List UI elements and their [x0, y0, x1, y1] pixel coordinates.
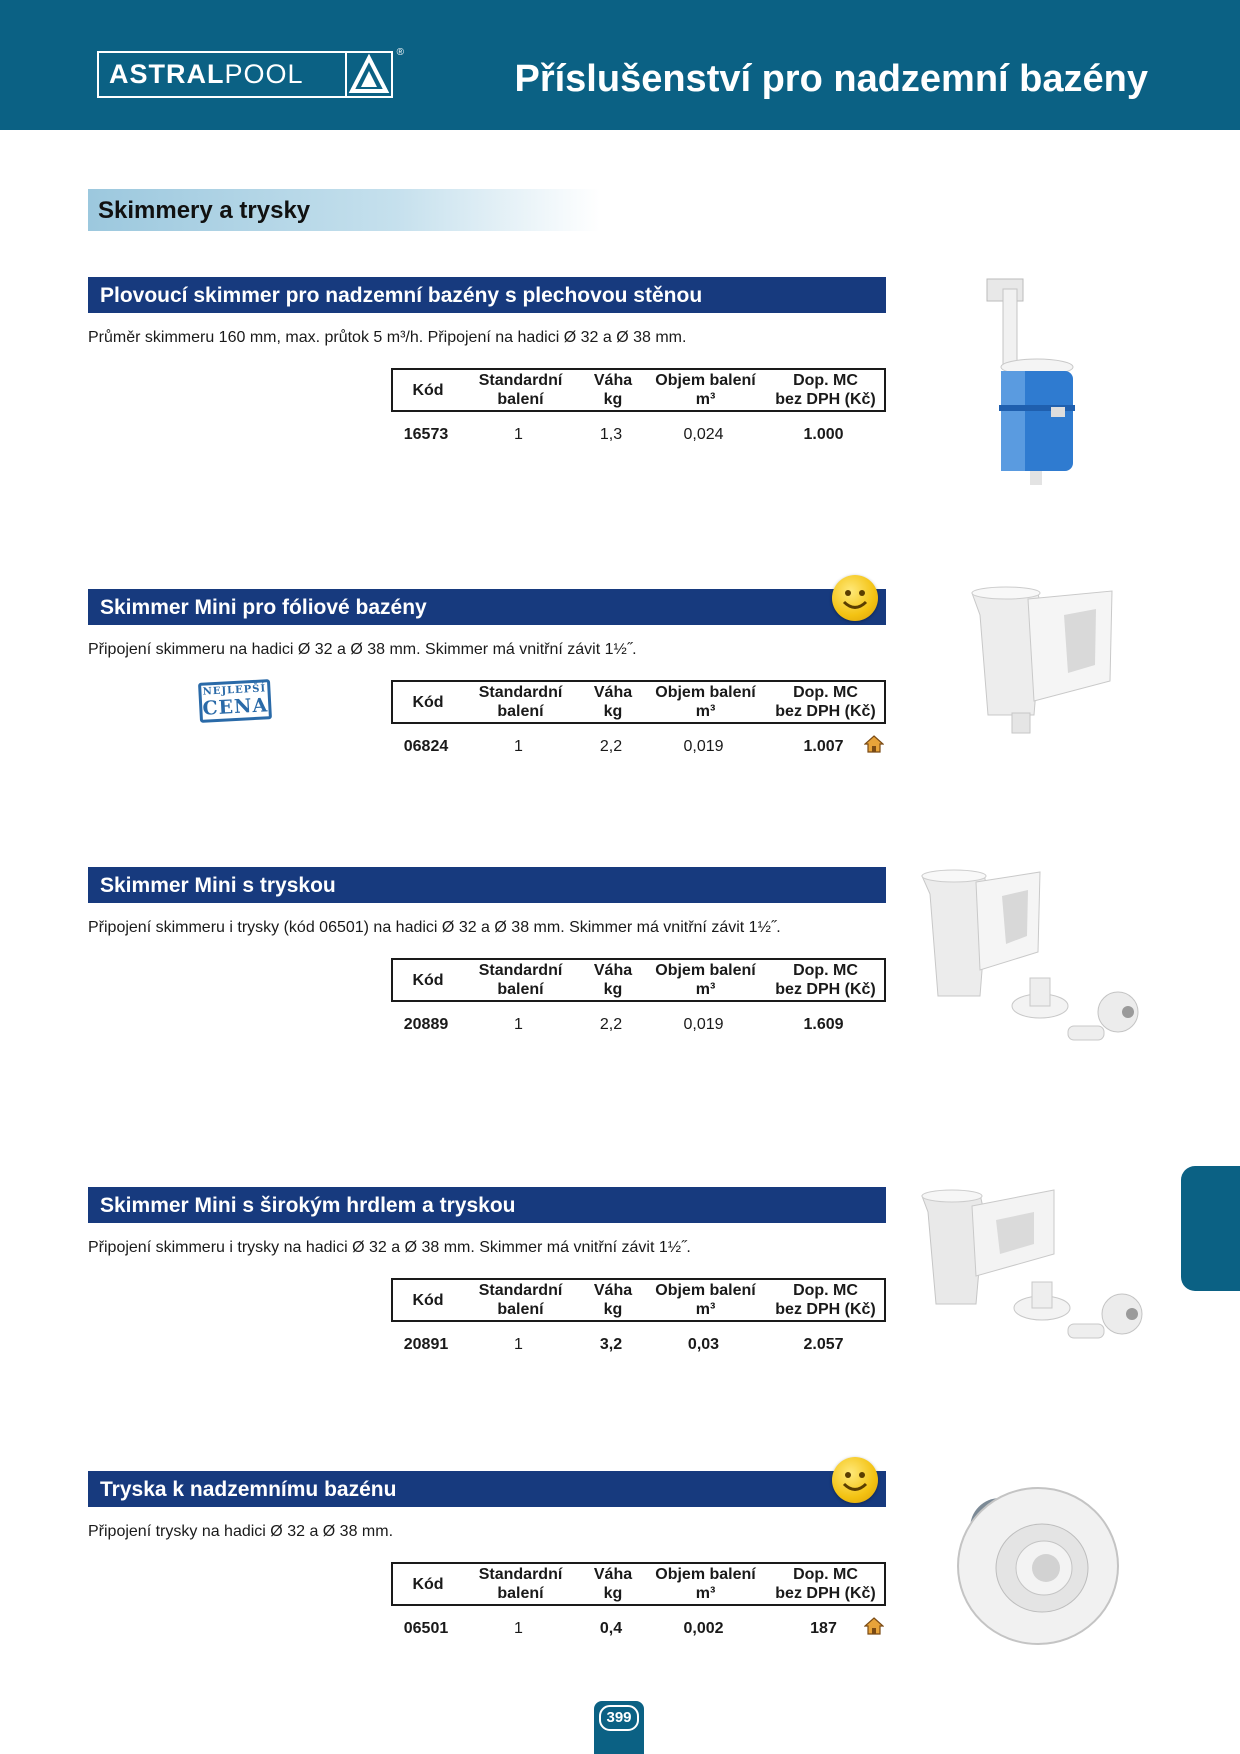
header-pack-line2: balení: [497, 981, 544, 998]
cell-code: 06824: [403, 738, 449, 755]
spec-table: [391, 368, 886, 452]
header-code-label: Kód: [412, 381, 444, 399]
header-pack-line1: Standardní: [478, 1566, 563, 1583]
header-weight-line2: kg: [603, 703, 623, 720]
header-pack-line2: balení: [497, 703, 544, 720]
header-pack: [463, 370, 578, 410]
cell-pack: 1: [514, 1016, 523, 1033]
spec-table-header: [391, 958, 886, 1002]
header-price: [763, 682, 888, 722]
cell-price: 187: [810, 1620, 837, 1637]
product-description: Připojení trysky na hadici Ø 32 a Ø 38 mm.: [88, 1523, 394, 1540]
page-title: Příslušenství pro nadzemní bazény: [514, 58, 1148, 100]
header-volume: [648, 370, 763, 410]
spec-table: [391, 1562, 886, 1646]
cell-volume: 0,002: [683, 1620, 724, 1637]
header-code-label: Kód: [412, 971, 444, 989]
cell-volume: 0,03: [687, 1336, 720, 1353]
header-volume-line1: Objem balení: [655, 962, 756, 979]
product-description: Připojení skimmeru i trysky (kód 06501) na hadici Ø 32 a Ø 38 mm. Skimmer má vnitřní závit 1½˝.: [88, 919, 781, 936]
header-code-label: Kód: [412, 693, 444, 711]
header-weight: [578, 682, 648, 722]
logo-text-bold: ASTRAL: [109, 59, 225, 89]
header-price-line1: Dop. MC: [793, 962, 858, 979]
header-weight: [578, 1564, 648, 1604]
cell-volume: 0,019: [683, 738, 724, 755]
header-pack: [463, 1564, 578, 1604]
header-code: [393, 960, 463, 1000]
header-price-line1: Dop. MC: [793, 684, 858, 701]
cell-weight: 0,4: [599, 1620, 623, 1637]
astralpool-logo: [97, 47, 404, 98]
section-heading: [88, 189, 600, 231]
return-nozzle-image: [940, 1468, 1122, 1650]
cell-pack: 1: [514, 738, 523, 755]
header-weight-line2: kg: [603, 391, 623, 408]
header-volume-line2: m³: [695, 981, 716, 998]
header-weight: [578, 370, 648, 410]
table-row: [391, 1008, 886, 1042]
table-row: [391, 730, 886, 764]
header-price-line2: bez DPH (Kč): [775, 981, 876, 998]
header-pack-line2: balení: [497, 391, 544, 408]
header-volume-line1: Objem balení: [655, 684, 756, 701]
badge-line2: CENA: [201, 694, 269, 720]
skimmer-mini-image: [968, 585, 1118, 750]
skimmer-mini-nozzle-image: [918, 866, 1148, 1056]
table-row: [391, 1612, 886, 1646]
product-title: Tryska k nadzemnímu bazénu: [100, 1478, 397, 1501]
header-weight-line1: Váha: [593, 684, 633, 701]
header-code: [393, 1280, 463, 1320]
spec-table-header: [391, 680, 886, 724]
header-code-label: Kód: [412, 1291, 444, 1309]
page-number: 399: [599, 1705, 639, 1731]
header-weight-line2: kg: [603, 981, 623, 998]
cell-weight: 3,2: [599, 1336, 623, 1353]
header-volume: [648, 960, 763, 1000]
cell-code: 06501: [403, 1620, 449, 1637]
header-pack-line2: balení: [497, 1585, 544, 1602]
cell-pack: 1: [514, 1336, 523, 1353]
header-volume: [648, 682, 763, 722]
logo-triangle-icon: [345, 47, 404, 96]
header-pack-line1: Standardní: [478, 684, 563, 701]
spec-table-header: [391, 1278, 886, 1322]
smiley-icon: [832, 575, 878, 621]
badge-line1: NEJLEPŠÍ: [202, 683, 267, 698]
spec-table: [391, 680, 886, 764]
cell-pack: 1: [514, 426, 523, 443]
header-volume-line2: m³: [695, 1585, 716, 1602]
logo-wordmark: [99, 59, 304, 90]
product-title-bar: [88, 589, 886, 625]
floating-skimmer-image: [975, 275, 1085, 490]
header-code: [393, 682, 463, 722]
cell-code: 20889: [403, 1016, 449, 1033]
header-volume: [648, 1564, 763, 1604]
header-code: [393, 1564, 463, 1604]
header-weight-line2: kg: [603, 1585, 623, 1602]
header-pack-line1: Standardní: [478, 962, 563, 979]
header-pack: [463, 960, 578, 1000]
house-icon: [864, 1616, 884, 1636]
product-description: Průměr skimmeru 160 mm, max. průtok 5 m³/h. Připojení na hadici Ø 32 a Ø 38 mm.: [88, 329, 687, 346]
product-title: Skimmer Mini s širokým hrdlem a tryskou: [100, 1194, 516, 1217]
header-pack: [463, 1280, 578, 1320]
cell-price: 1.000: [803, 426, 844, 443]
product-title-bar: [88, 1187, 886, 1223]
header-price-line2: bez DPH (Kč): [775, 1301, 876, 1318]
cell-volume: 0,024: [683, 426, 724, 443]
header-price: [763, 1280, 888, 1320]
header-code: [393, 370, 463, 410]
header-weight-line1: Váha: [593, 1282, 633, 1299]
header-volume-line2: m³: [695, 703, 716, 720]
spec-table: [391, 958, 886, 1042]
spec-table-header: [391, 368, 886, 412]
header-volume-line2: m³: [695, 391, 716, 408]
smiley-icon: [832, 1457, 878, 1503]
header-weight: [578, 960, 648, 1000]
header-volume-line1: Objem balení: [655, 1566, 756, 1583]
header-pack-line1: Standardní: [478, 1282, 563, 1299]
header-pack-line2: balení: [497, 1301, 544, 1318]
header-price: [763, 1564, 888, 1604]
header-price-line1: Dop. MC: [793, 1282, 858, 1299]
cell-price: 2.057: [803, 1336, 844, 1353]
product-title: Skimmer Mini pro fóliové bazény: [100, 596, 427, 619]
cell-weight: 1,3: [599, 426, 623, 443]
spec-table: [391, 1278, 886, 1362]
header-volume-line1: Objem balení: [655, 372, 756, 389]
page-number-tab: [594, 1701, 644, 1754]
header-price-line2: bez DPH (Kč): [775, 1585, 876, 1602]
cell-weight: 2,2: [599, 1016, 623, 1033]
header-pack: [463, 682, 578, 722]
chapter-side-tab: [1181, 1166, 1240, 1291]
header-price: [763, 370, 888, 410]
header-code-label: Kód: [412, 1575, 444, 1593]
cell-pack: 1: [514, 1620, 523, 1637]
page-header: [0, 0, 1240, 130]
header-price-line1: Dop. MC: [793, 1566, 858, 1583]
header-volume: [648, 1280, 763, 1320]
header-price-line1: Dop. MC: [793, 372, 858, 389]
product-title: Skimmer Mini s tryskou: [100, 874, 336, 897]
product-title-bar: [88, 867, 886, 903]
cell-weight: 2,2: [599, 738, 623, 755]
header-volume-line1: Objem balení: [655, 1282, 756, 1299]
header-price: [763, 960, 888, 1000]
product-description: Připojení skimmeru na hadici Ø 32 a Ø 38 mm. Skimmer má vnitřní závit 1½˝.: [88, 641, 637, 658]
cell-price: 1.609: [803, 1016, 844, 1033]
header-volume-line2: m³: [695, 1301, 716, 1318]
cell-code: 20891: [403, 1336, 449, 1353]
logo-text-light: POOL: [224, 59, 304, 89]
header-price-line2: bez DPH (Kč): [775, 703, 876, 720]
table-row: [391, 1328, 886, 1362]
header-weight: [578, 1280, 648, 1320]
spec-table-header: [391, 1562, 886, 1606]
best-price-badge: [198, 679, 272, 723]
table-row: [391, 418, 886, 452]
product-title-bar: [88, 1471, 886, 1507]
product-description: Připojení skimmeru i trysky na hadici Ø 32 a Ø 38 mm. Skimmer má vnitřní závit 1½˝.: [88, 1239, 691, 1256]
cell-volume: 0,019: [683, 1016, 724, 1033]
header-price-line2: bez DPH (Kč): [775, 391, 876, 408]
header-weight-line1: Váha: [593, 372, 633, 389]
house-icon: [864, 734, 884, 754]
product-title: Plovoucí skimmer pro nadzemní bazény s plechovou stěnou: [100, 284, 703, 307]
cell-price: 1.007: [803, 738, 844, 755]
section-title: Skimmery a trysky: [98, 197, 311, 224]
header-weight-line1: Váha: [593, 1566, 633, 1583]
header-pack-line1: Standardní: [478, 372, 563, 389]
cell-code: 16573: [403, 426, 449, 443]
product-title-bar: [88, 277, 886, 313]
header-weight-line2: kg: [603, 1301, 623, 1318]
skimmer-wide-mouth-image: [918, 1184, 1150, 1354]
header-weight-line1: Váha: [593, 962, 633, 979]
registered-mark: ®: [396, 47, 404, 58]
